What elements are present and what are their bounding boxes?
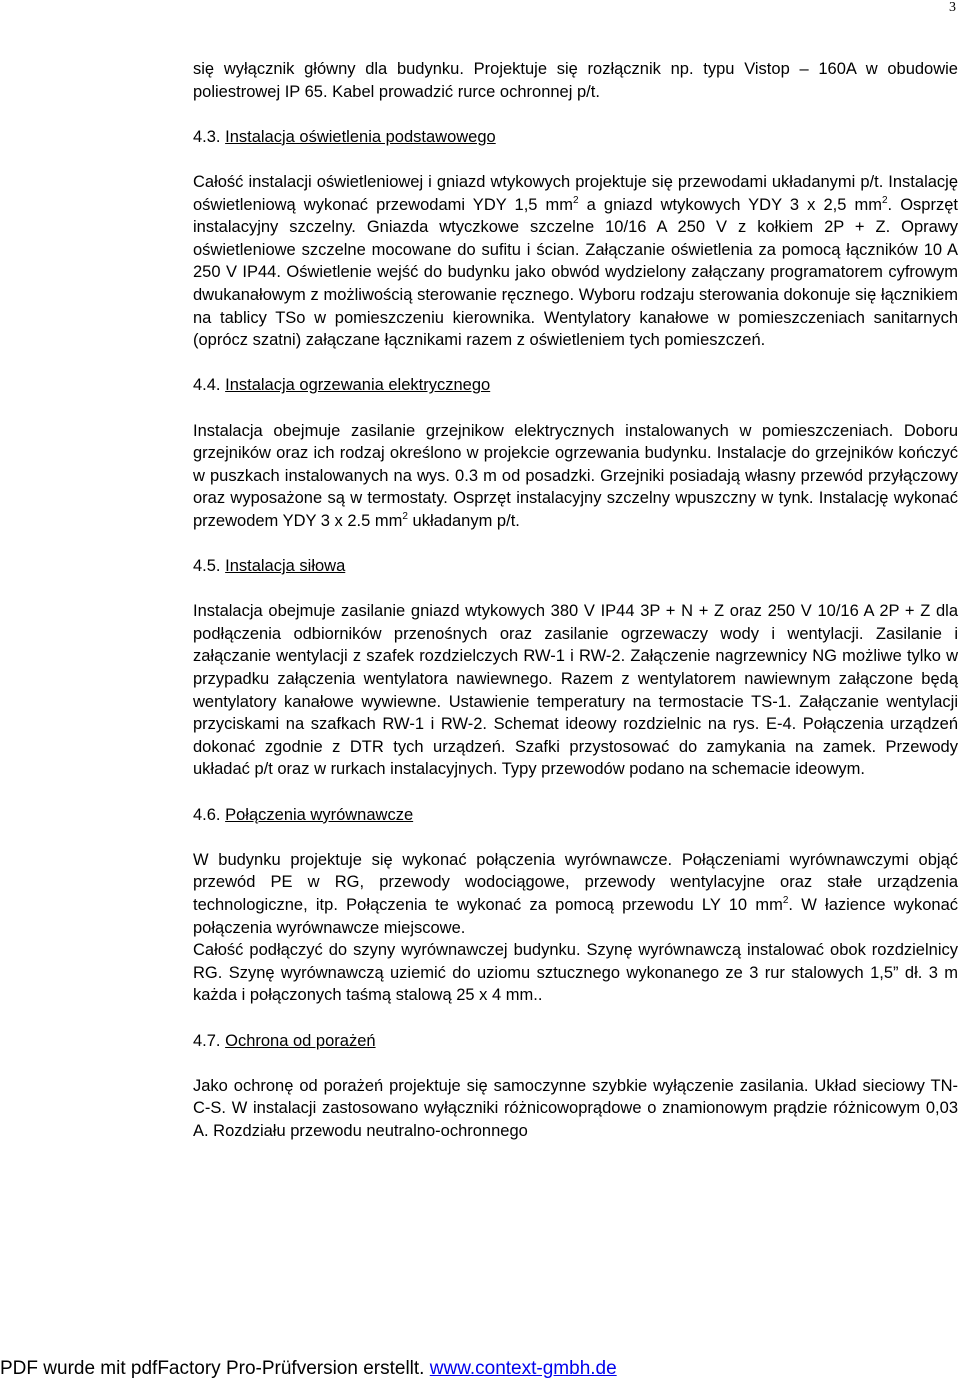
text-run: Całość instalacji oświetleniowej i gniazd wtykowych projektuje się przewodami układanymi p/t. Instalację oświetleniową wykonać przewodami YDY 1,5 mm: [193, 172, 958, 214]
section-4-3-paragraph: [193, 171, 958, 352]
section-heading-4-3: [193, 126, 958, 149]
section-title: Instalacja ogrzewania elektrycznego: [225, 376, 491, 395]
section-number: 4.4.: [193, 376, 221, 395]
section-title: Połączenia wyrównawcze: [225, 805, 414, 824]
section-heading-4-6: [193, 804, 958, 827]
pdf-footer: [0, 1357, 617, 1381]
page-number: 3: [949, 0, 956, 15]
text-run: . Osprzęt instalacyjny szczelny. Gniazda wtyczkowe szczelne 10/16 A 250 V z kołkiem 2P + Z. Oprawy oświetleniowe szczelne mocowane do sufitu i ścian. Załączanie oświetlenia za pomocą łączników 10 A 250 V IP44. Oświetlenie wejść do budynku jako obwód wydzielony załączany programatorem cyfrowym dwukanałowym z możliwością sterowanie ręcznego. Wyboru rodzaju sterowania dokonuje się łącznikiem na tablicy TSo w pomieszczeniu kierownika. Wentylatory kanałowe w pomieszczeniach sanitarnych (oprócz szatni) załączane łącznikami razem z oświetleniem tych pomieszczeń.: [193, 195, 958, 350]
section-4-6-paragraph-2: Całość podłączyć do szyny wyrównawczej budynku. Szynę wyrównawczą instalować obok rozdzielnicy RG. Szynę wyrównawczą uziemić do uziomu sztucznego wykonanego ze 3 rur stalowych 1,5” dł. 3 m każda i połączonych taśmą stalową 25 x 4 mm..: [193, 941, 958, 1005]
footer-text: PDF wurde mit pdfFactory Pro-Prüfversion erstellt.: [0, 1358, 430, 1379]
superscript: 2: [782, 894, 789, 906]
section-number: 4.3.: [193, 127, 221, 146]
section-heading-4-5: [193, 555, 958, 578]
section-4-5-paragraph: Instalacja obejmuje zasilanie gniazd wtykowych 380 V IP44 3P + N + Z oraz 250 V 10/16 A 2P + Z dla podłączenia odbiorników przenośnych oraz zasilanie ogrzewaczy wody i wentylacji. Zasilanie i załączanie wentylacji z szafek rozdzielczych RW-1 i RW-2. Załączenie nagrzewnicy NG możliwe tylko w przypadku załączenia wentylatora nawiewnego. Razem z wentylatorem nawiewnym załączone będą wentylatory kanałowe wywiewne. Ustawienie temperatury na termostacie TS-1. Załączanie wentylacji przyciskami na szafkach RW-1 i RW-2. Schemat ideowy rozdzielnic na rys. E-4. Połączenia urządzeń dokonać zgodnie z DTR tych urządzeń. Szafki przystosować do zamykania na zamek. Przewody układać p/t oraz w rurkach instalacyjnych. Typy przewodów podano na schemacie ideowym.: [193, 602, 958, 779]
text-run: układanym p/t.: [407, 511, 520, 530]
superscript: 2: [402, 510, 408, 522]
section-title: Instalacja siłowa: [225, 557, 346, 576]
section-title: Instalacja oświetlenia podstawowego: [225, 127, 496, 146]
text-run: Instalacja obejmuje zasilanie grzejnikow elektrycznych instalowanych w pomieszczeniach. Doboru grzejników oraz ich rodzaj określono w projekcie ogrzewania budynku. Instalacje do grzejników kończyć w puszkach instalowanych na wys. 0.3 m od posadzki. Grzejniki posiadają własny przewód przyłączowy oraz wyposażone są w termostaty. Osprzęt instalacyjny szczelny wpuszczny w tynk. Instalację wykonać przewodem YDY 3 x 2.5 mm: [193, 421, 958, 530]
intro-paragraph: się wyłącznik główny dla budynku. Projektuje się rozłącznik np. typu Vistop – 160A w obudowie poliestrowej IP 65. Kabel prowadzić rurce ochronnej p/t.: [193, 60, 958, 101]
section-4-6-paragraph: [193, 849, 958, 939]
superscript: 2: [881, 194, 888, 206]
text-run: a gniazd wtykowych YDY 3 x 2,5 mm: [578, 195, 882, 214]
section-number: 4.5.: [193, 557, 221, 576]
section-heading-4-4: [193, 374, 958, 397]
text-run: W budynku projektuje się wykonać połączenia wyrównawcze. Połączeniami wyrównawczymi objąć przewód PE w RG, przewody wodociągowe, przewody wentylacyjne oraz stałe urządzenia technologiczne, itp. Połączenia te wykonać za pomocą przewodu LY 10 mm: [193, 850, 958, 914]
section-4-7-paragraph: Jako ochronę od porażeń projektuje się samoczynne szybkie wyłączenie zasilania. Układ sieciowy TN-C-S. W instalacji zastosowano wyłączniki różnicowoprądowe o znamionowym prądzie różnicowym 0,03 A. Rozdziału przewodu neutralno-ochronnego: [193, 1076, 958, 1140]
section-number: 4.7.: [193, 1031, 221, 1050]
document-body: [193, 58, 958, 1143]
section-number: 4.6.: [193, 805, 221, 824]
superscript: 2: [573, 194, 579, 206]
section-title: Ochrona od porażeń: [225, 1031, 376, 1050]
text-run: . W łazience wykonać połączenia wyrównawcze miejscowe.: [193, 895, 958, 937]
section-heading-4-7: [193, 1030, 958, 1053]
section-4-4-paragraph: [193, 420, 958, 533]
footer-link[interactable]: www.context-gmbh.de: [429, 1358, 617, 1379]
